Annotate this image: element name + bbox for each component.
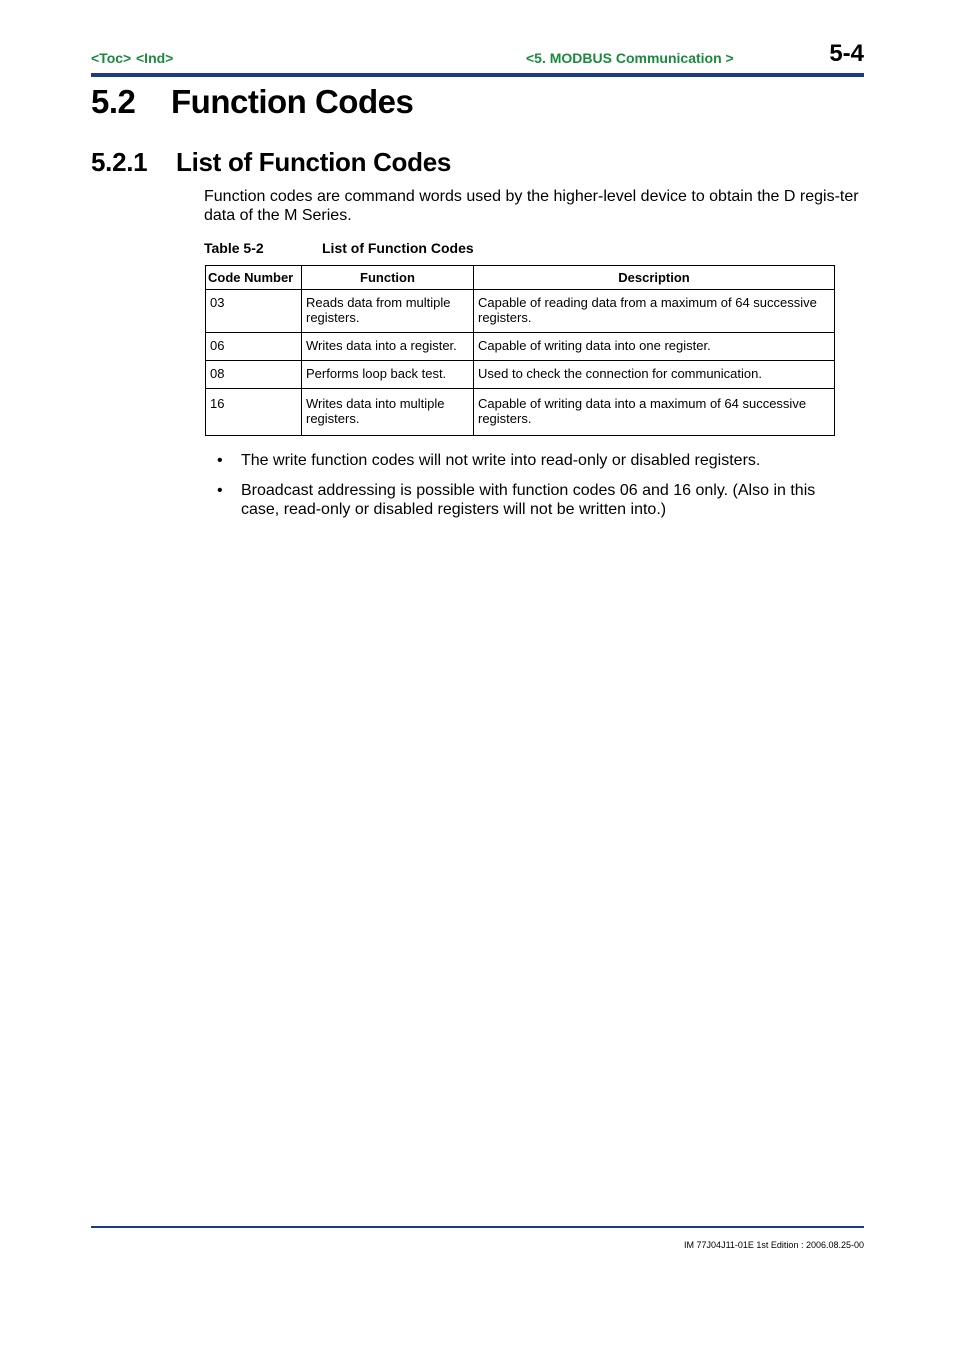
bullet-marker: •: [217, 452, 223, 469]
list-item-text: Broadcast addressing is possible with function codes 06 and 16 only. (Also in this case, read-only or disabled registers will not be written into.): [241, 482, 816, 518]
section-title-text: Function Codes: [171, 83, 414, 120]
header-function: Function: [302, 266, 474, 290]
table-row: [206, 389, 835, 436]
cell-code: 08: [206, 361, 302, 389]
subsection-number: 5.2.1: [91, 147, 148, 177]
chapter-link[interactable]: <5. MODBUS Communication >: [526, 50, 734, 66]
cell-code: 16: [206, 389, 302, 436]
index-link[interactable]: <Ind>: [136, 50, 174, 66]
cell-function: Writes data into multiple registers.: [302, 389, 474, 436]
table-caption-number: Table 5-2: [204, 240, 264, 256]
subsection-title: [91, 147, 451, 178]
cell-function: Reads data from multiple registers.: [302, 290, 474, 333]
intro-paragraph: Function codes are command words used by the higher-level device to obtain the D regis-ter data of the M Series.: [204, 188, 859, 224]
cell-function: Writes data into a register.: [302, 333, 474, 361]
notes-list: [217, 451, 837, 530]
page-number: 5-4: [829, 40, 864, 67]
bullet-marker: •: [217, 482, 223, 499]
table-header-row: [206, 266, 835, 290]
table-caption: [204, 240, 474, 256]
cell-code: 03: [206, 290, 302, 333]
section-number: 5.2: [91, 83, 136, 120]
list-item: [217, 451, 837, 470]
footer-rule: [91, 1226, 864, 1228]
function-codes-table: [205, 265, 835, 436]
table-caption-title: List of Function Codes: [322, 240, 474, 256]
header-description: Description: [474, 266, 835, 290]
subsection-title-text: List of Function Codes: [176, 147, 452, 177]
toc-link[interactable]: <Toc>: [91, 50, 132, 66]
cell-code: 06: [206, 333, 302, 361]
cell-description: Capable of writing data into one register.: [474, 333, 835, 361]
cell-description: Capable of writing data into a maximum of 64 successive registers.: [474, 389, 835, 436]
cell-function: Performs loop back test.: [302, 361, 474, 389]
section-title: [91, 83, 413, 121]
cell-description: Capable of reading data from a maximum of 64 successive registers.: [474, 290, 835, 333]
header-code-number: Code Number: [206, 266, 302, 290]
table-row: [206, 290, 835, 333]
list-item: [217, 481, 837, 519]
document-id: IM 77J04J11-01E 1st Edition : 2006.08.25-00: [684, 1240, 864, 1250]
list-item-text: The write function codes will not write into read-only or disabled registers.: [241, 452, 761, 469]
cell-description: Used to check the connection for communication.: [474, 361, 835, 389]
header-rule: [91, 73, 864, 77]
table-row: [206, 333, 835, 361]
table-row: [206, 361, 835, 389]
